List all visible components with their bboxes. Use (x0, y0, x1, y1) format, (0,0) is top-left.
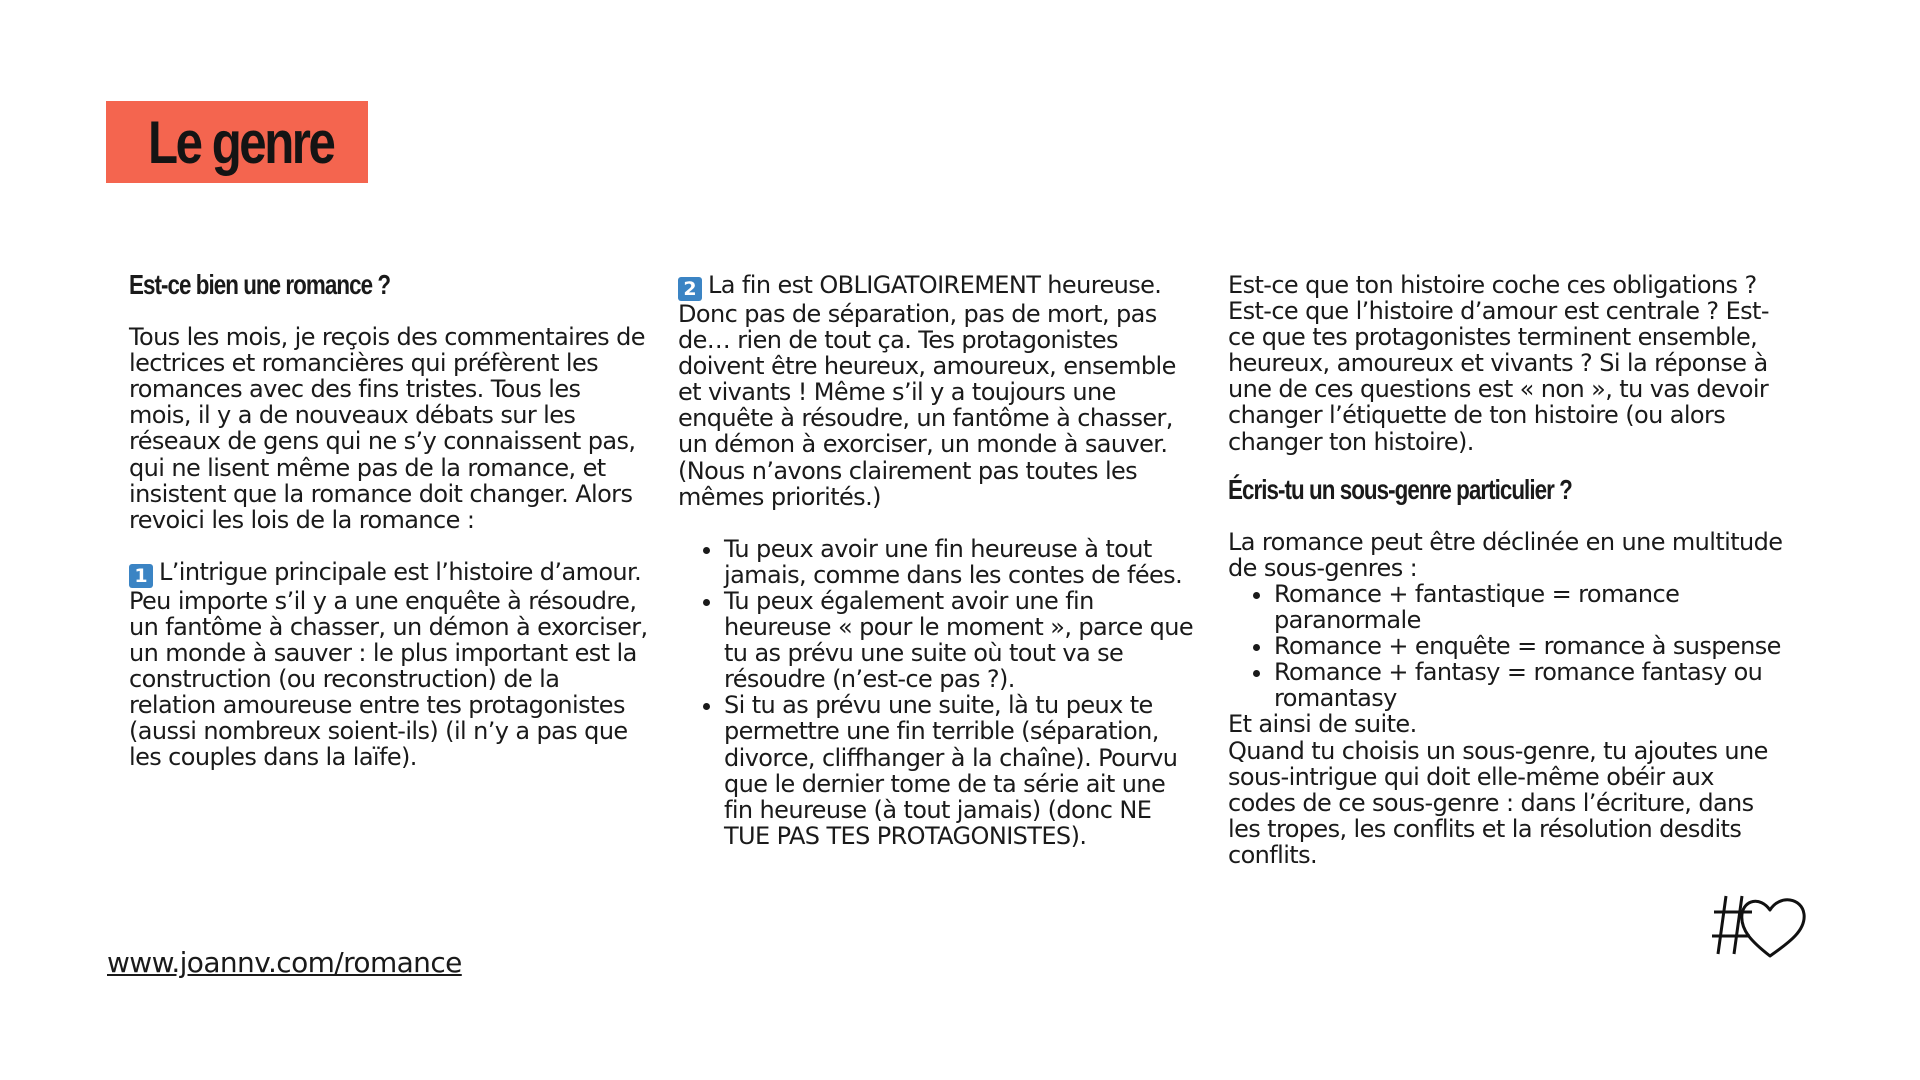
questions-paragraph: Est-ce que ton histoire coche ces obligations ? Est-ce que l’histoire d’amour est centrale ? Est-ce que tes protagonistes terminent ensemble, heureux, amoureux et vivants ? Si la réponse à une de ces questions est « non », tu vas devoir changer l’étiquette de ton histoire (ou alors changer ton histoire). (1228, 271, 1769, 456)
column-3 (1228, 272, 1788, 868)
number-2-badge: 2 (678, 277, 702, 301)
ending-options-list (678, 536, 1198, 849)
rule-2-text: La fin est OBLIGATOIREMENT heureuse. Donc pas de séparation, pas de mort, pas de… rien de tout ça. Tes protagonistes doivent être heureux, amoureux, ensemble et vivants ! Même s’il y a toujours une enquête à résoudre, un fantôme à chasser, un démon à exorciser, un monde à sauver. (Nous n’avons clairement pas toutes les mêmes priorités.) (678, 271, 1176, 511)
column-2 (678, 272, 1198, 849)
title-banner (106, 101, 368, 183)
number-1-badge: 1 (129, 564, 153, 588)
list-item: • Si tu as prévu une suite, là tu peux te permettre une fin terrible (séparation, divorce, cliffhanger à la chaîne). Pourvu que le dernier tome de ta série ait une fin heureuse (à tout jamais) (donc NE TUE PAS TES PROTAGONISTES). (724, 692, 1198, 849)
list-item: • Romance + fantasy = romance fantasy ou romantasy (1274, 659, 1788, 711)
rule-2-paragraph (678, 272, 1198, 510)
column-1 (129, 269, 649, 772)
list-item: • Tu peux également avoir une fin heureuse « pour le moment », parce que tu as prévu une suite où tout va se résoudre (n’est-ce pas ?). (724, 588, 1198, 692)
intro-paragraph: Tous les mois, je reçois des commentaires de lectrices et romancières qui préfèrent les romances avec des fins tristes. Tous les mois, il y a de nouveaux débats sur les réseaux de gens qui ne s’y connaissent pas, qui ne lisent même pas de la romance, et insistent que la romance doit changer. Alors revoici les lois de la romance : (129, 323, 645, 534)
rule-1-text: L’intrigue principale est l’histoire d’amour. Peu importe s’il y a une enquête à résoudre, un fantôme à chasser, un démon à exorciser, un monde à sauver : le plus important est la construction (ou reconstruction) de la relation amoureuse entre tes protagonistes (aussi nombreux soient-ils) (il n’y a pas que les couples dans la laïfe). (129, 557, 648, 772)
website-link[interactable]: www.joannv.com/romance (107, 946, 462, 979)
outro-line: Et ainsi de suite. (1228, 710, 1417, 739)
section-heading: Est-ce bien une romance ? (129, 269, 391, 300)
list-item: • Romance + enquête = romance à suspense (1274, 633, 1788, 659)
hashtag-heart-icon (1712, 888, 1808, 960)
rule-1-paragraph (129, 559, 649, 771)
list-item: • Tu peux avoir une fin heureuse à tout jamais, comme dans les contes de fées. (724, 536, 1198, 588)
list-item: • Romance + fantastique = romance paranormale (1274, 581, 1788, 633)
section-heading: Écris-tu un sous-genre particulier ? (1228, 473, 1572, 505)
subgenre-intro: La romance peut être déclinée en une multitude de sous-genres : (1228, 527, 1783, 582)
outro-paragraph: Quand tu choisis un sous-genre, tu ajoutes une sous-intrigue qui doit elle-même obéir aux codes de ce sous-genre : dans l’écriture, dans les tropes, les conflits et la résolution desdits conflits. (1228, 736, 1768, 869)
subgenre-list (1228, 581, 1788, 711)
page-title: Le genre (148, 108, 334, 176)
